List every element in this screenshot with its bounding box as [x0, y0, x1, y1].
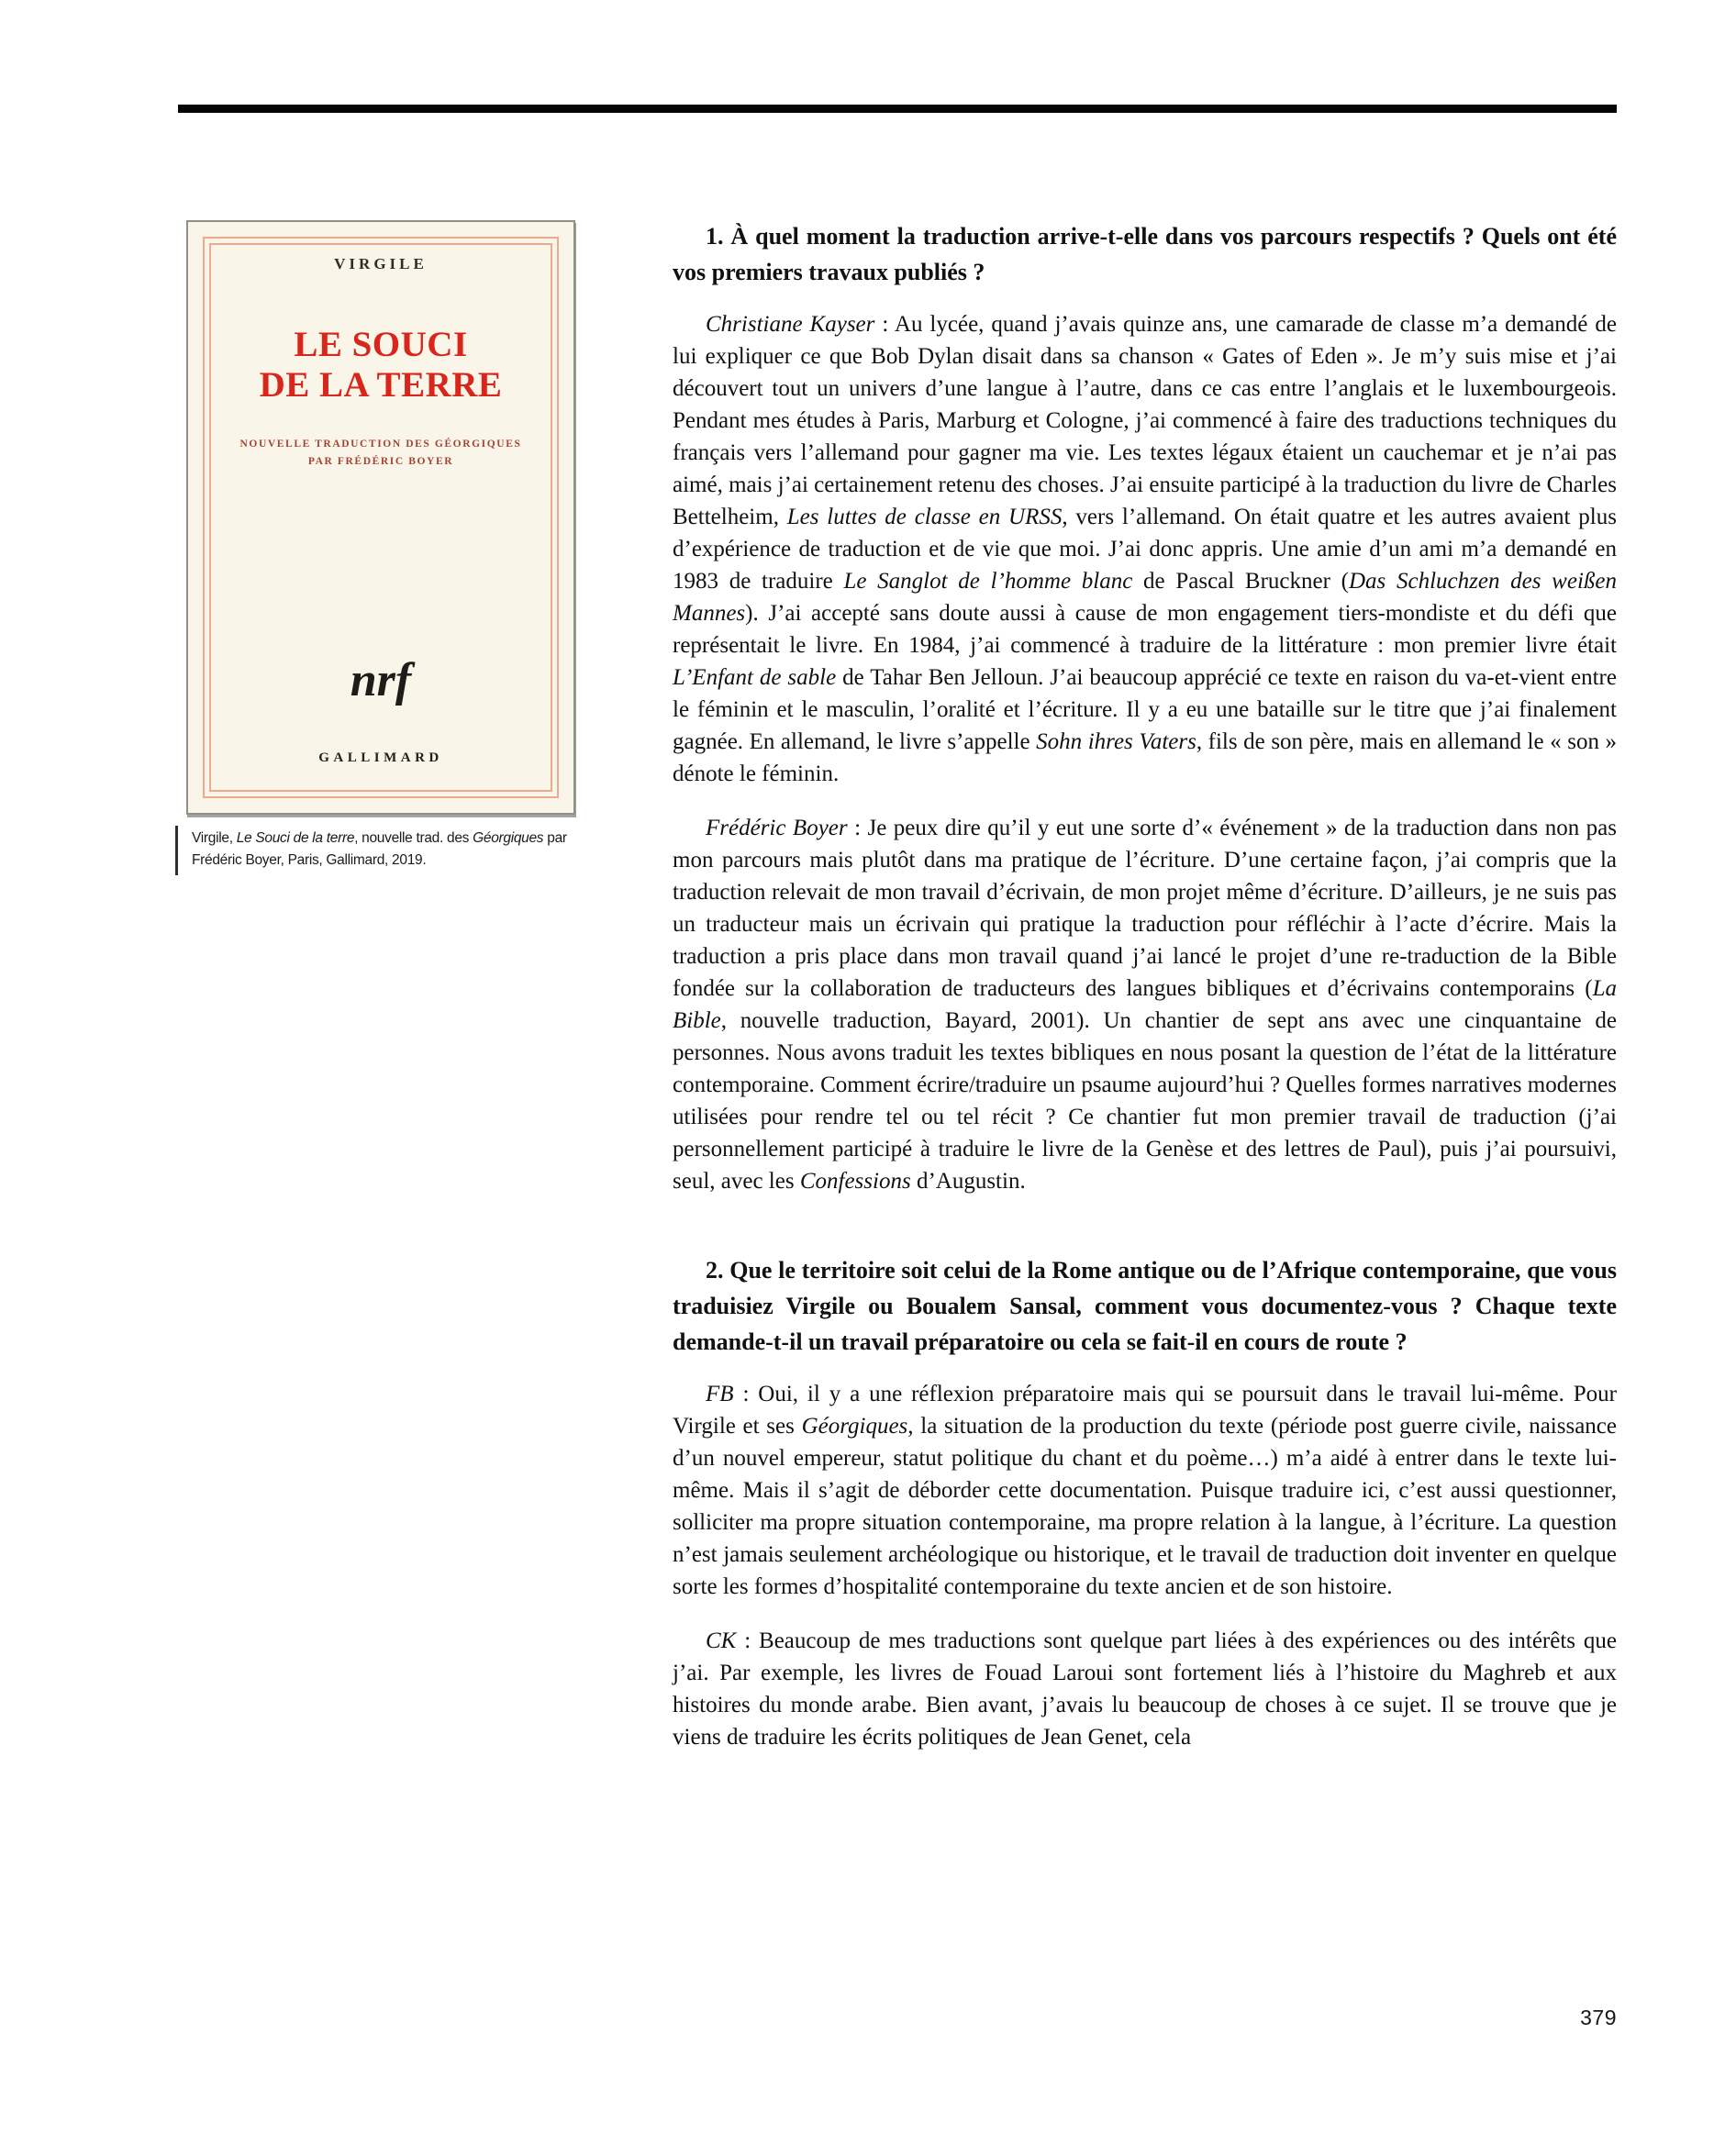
- figure-caption: Virgile, Le Souci de la terre, nouvelle trad. des Géorgiques par Frédéric Boyer, Paris, Gallimard, 2019.: [175, 826, 607, 875]
- article-column: [673, 218, 1617, 1775]
- answer-christiane-kayser: Christiane Kayser : Au lycée, quand j’avais quinze ans, une camarade de classe m’a demandé de lui expliquer ce que Bob Dylan disait dans sa chanson « Gates of Eden ». Je m’y suis mise et j’ai découvert tout un univers d’une langue à l’autre, dans ce cas entre l’anglais et le luxembourgeois. Pendant mes études à Paris, Marburg et Cologne, j’ai commencé à faire des traductions techniques du français vers l’allemand pour gagner ma vie. Les textes légaux étaient un cauchemar et je n’ai pas aimé, mais j’ai certainement retenu des choses. J’ai ensuite participé à la traduction du livre de Charles Bettelheim, Les luttes de classe en URSS, vers l’allemand. On était quatre et les autres avaient plus d’expérience de traduction et de vie que moi. J’ai donc appris. Une amie d’un ami m’a demandé en 1983 de traduire Le Sanglot de l’homme blanc de Pascal Bruckner (Das Schluchzen des weißen Mannes). J’ai accepté sans doute aussi à cause de mon engagement tiers-mondiste et du défi que représentait le livre. En 1984, j’ai commencé à traduire de la littérature : mon premier livre était L’Enfant de sable de Tahar Ben Jelloun. J’ai beaucoup apprécié ce texte en raison du va-et-vient entre le féminin et le masculin, l’oralité et l’écriture. Il y a eu une bataille sur le titre que j’ai finalement gagnée. En allemand, le livre s’appelle Sohn ihres Vaters, fils de son père, mais en allemand le « son » dénote le féminin.: [673, 312, 1618, 786]
- book-cover-figure: [186, 220, 575, 868]
- question-2: 2. Que le territoire soit celui de la Rome antique ou de l’Afrique contemporaine, que vous traduisiez Virgile ou Boualem Sansal, comment vous documentez-vous ? Chaque texte demande-t-il un travail préparatoire ou cela se fait-il en cours de route ?: [673, 1257, 1617, 1355]
- question-1: 1. À quel moment la traduction arrive-t-elle dans vos parcours respectifs ? Quels ont été vos premiers travaux publiés ?: [673, 223, 1617, 285]
- cover-author: VIRGILE: [334, 255, 428, 272]
- cover-title: [188, 325, 573, 406]
- answer-fb: FB : Oui, il y a une réflexion préparatoire mais qui se poursuit dans le travail lui-même. Pour Virgile et ses Géorgiques, la situation de la production du texte (période post guerre civile, naissance d’un nouvel empereur, statut politique du chant et du poème…) m’a aidé à entrer dans le texte lui-même. Mais il s’agit de déborder cette documentation. Puisque traduire ici, c’est aussi questionner, solliciter ma propre situation contemporaine, ma propre relation à la langue, à l’écriture. La question n’est jamais seulement archéologique ou historique, et le travail de traduction doit inventer en quelque sorte les formes d’hospitalité contemporaine du texte ancien et de son histoire.: [673, 1382, 1617, 1599]
- cover-publisher: GALLIMARD: [318, 750, 443, 765]
- cover-subtitle-line2: PAR FRÉDÉRIC BOYER: [307, 456, 454, 467]
- cover-subtitle-line1: NOUVELLE TRADUCTION DES GÉORGIQUES: [239, 439, 522, 450]
- answer-frederic-boyer: Frédéric Boyer : Je peux dire qu’il y eut une sorte d’« événement » de la traduction dans non pas mon parcours mais plutôt dans ma pratique de l’écriture. D’une certaine façon, j’ai compris que la traduction relevait de mon travail d’écrivain, de mon projet même d’écriture. D’ailleurs, je ne suis pas un traducteur mais un écrivain qui pratique la traduction pour réfléchir à l’acte d’écrire. Mais la traduction a pris place dans mon travail quand j’ai lancé le projet d’une re-traduction de la Bible fondée sur la collaboration de traducteurs des langues bibliques et d’écrivains contemporains (La Bible, nouvelle traduction, Bayard, 2001). Un chantier de sept ans avec une cinquantaine de personnes. Nous avons traduit les textes bibliques en nous posant la question de l’état de la littérature contemporaine. Comment écrire/traduire un psaume aujourd’hui ? Quelles formes narratives modernes utilisées pour rendre tel ou tel récit ? Ce chantier fut mon premier travail de traduction (j’ai personnellement participé à traduire le livre de la Genèse et des lettres de Paul), puis j’ai poursuivi, seul, avec les Confessions d’Augustin.: [673, 816, 1617, 1194]
- page-number: 379: [1580, 2006, 1617, 2029]
- cover-title-line1: LE SOUCI: [294, 325, 468, 364]
- answer-ck: CK : Beaucoup de mes traductions sont quelque part liées à des expériences ou des intérêts que j’ai. Par exemple, les livres de Fouad Laroui sont fortement liés à l’histoire du Maghreb et aux histoires du monde arabe. Bien avant, j’avais lu beaucoup de choses à ce sujet. Il se trouve que je viens de traduire les écrits politiques de Jean Genet, cela: [673, 1628, 1617, 1750]
- nrf-logo: nrf: [350, 654, 412, 706]
- book-cover: [186, 220, 575, 815]
- cover-frame-outer: [203, 237, 559, 798]
- top-rule: [178, 105, 1617, 113]
- cover-title-line2: DE LA TERRE: [259, 365, 503, 405]
